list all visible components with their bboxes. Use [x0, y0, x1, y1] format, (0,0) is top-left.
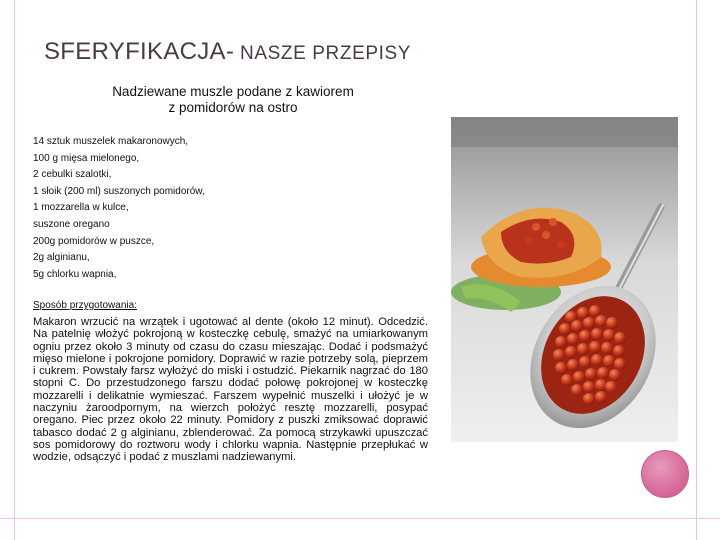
ingredient-item: 1 mozzarella w kulce,	[33, 202, 129, 214]
dish-photo-illustration	[451, 117, 678, 442]
recipe-title-line-2: z pomidorów na ostro	[168, 100, 298, 115]
frame-line-left	[14, 0, 15, 540]
dish-photo	[451, 117, 678, 442]
slide-title-main: SFERYFIKACJA-	[44, 38, 235, 65]
method-text: Makaron wrzucić na wrzątek i ugotować al dente (około 12 minut). Odcedzić. Na patelnię włożyć pokrojoną w kosteczkę cebulę, smażyć na umiarkowanym ogniu przez około 3 minuty od czasu do czasu mieszając. Dodać i podsmażyć mięso mielone i pokrojone pomidory. Doprawić w razie potrzeby solą, pieprzem i cukrem. Powstały farsz wyłożyć do miski i ostudzić. Piekarnik nagrzać do 180 stopni C. Do przestudzonego farszu dodać połowę pokrojonej w kosteczkę mozzarelli i delikatnie wymieszać. Farszem wypełnić muszelki i ułożyć je w naczyniu żaroodpornym, na wierzch położyć resztę mozzarelli, posypać oregano. Piec przez około 22 minuty. Pomidory z puszki zmiksować doprawić tabasco dodać 2 g alginianu, zblenderować. Za pomocą strzykawki upuszczać sos pomidorowy do roztworu wody i chlorku wapnia. Następnie przepłukać w wodzie, odsączyć i podać z muszlami nadziewanymi.	[33, 316, 428, 464]
recipe-title	[78, 84, 388, 116]
ingredient-item: 100 g mięsa mielonego,	[33, 152, 140, 164]
recipe-title-line-1: Nadziewane muszle podane z kawiorem	[112, 84, 354, 99]
frame-line-bottom	[0, 518, 720, 519]
ingredients-list	[33, 134, 333, 283]
ingredient-item: 14 sztuk muszelek makaronowych,	[33, 136, 189, 147]
ingredient-item: 2g alginianu,	[33, 252, 90, 264]
ingredient-item: suszone oregano	[33, 218, 110, 230]
slide-title	[44, 38, 411, 66]
ingredient-item: 200g pomidorów w puszce,	[33, 235, 155, 247]
slide-title-sub: NASZE PRZEPISY	[234, 43, 412, 64]
ingredient-item: 1 słoik (200 ml) suszonych pomidorów,	[33, 185, 205, 197]
decorative-pink-circle	[641, 450, 689, 498]
ingredient-item: 5g chlorku wapnia,	[33, 268, 117, 280]
frame-line-right	[696, 0, 697, 540]
method-label: Sposób przygotowania:	[33, 300, 137, 311]
ingredient-item: 2 cebulki szalotki,	[33, 169, 112, 181]
